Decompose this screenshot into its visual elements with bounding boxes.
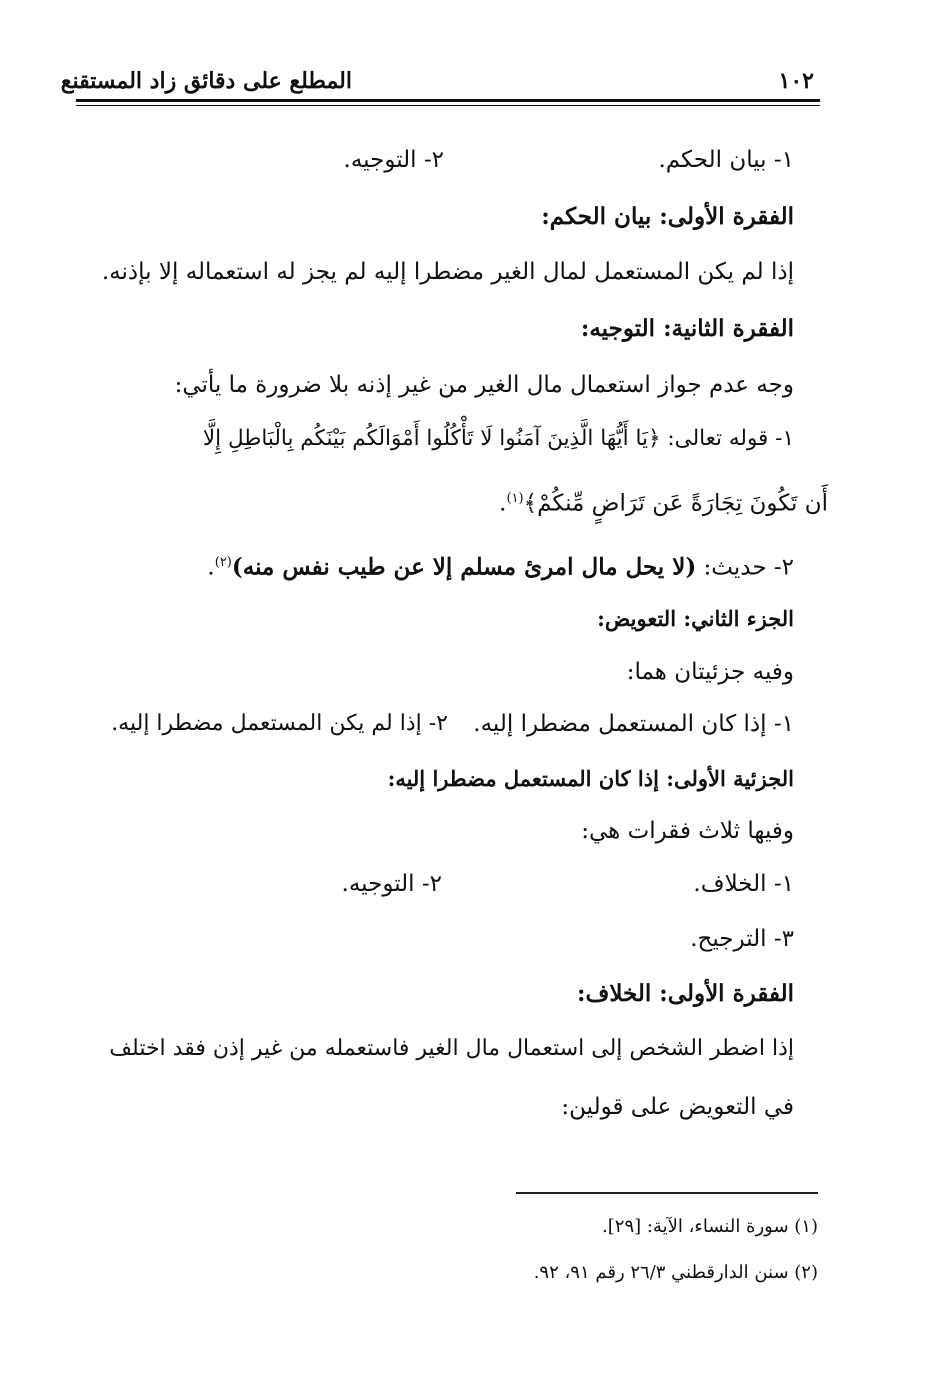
footnote-ref-2: (٢): [214, 555, 232, 570]
section-heading-3: الجزء الثاني: التعويض:: [597, 606, 794, 631]
list-item-4: ٢- إذا لم يكن المستعمل مضطرا إليه.: [111, 711, 448, 736]
header-rule-thin: [76, 105, 820, 106]
hadith-period: .: [207, 554, 215, 581]
section-heading-5: الفقرة الأولى: الخلاف:: [576, 980, 794, 1007]
footnote-2: (٢) سنن الدارقطني ٢٦/٣ رقم ٩١، ٩٢.: [533, 1262, 818, 1283]
paragraph-1: إذا لم يكن المستعمل لمال الغير مضطرا إليه لم يجز له استعماله إلا بإذنه.: [101, 259, 794, 285]
page-number: ١٠٢: [778, 68, 814, 94]
footnote-ref-1: (١): [506, 491, 524, 506]
section-heading-1: الفقرة الأولى: بيان الحكم:: [541, 203, 794, 230]
paragraph-10: إذا اضطر الشخص إلى استعمال مال الغير فاستعمله من غير إذن فقد اختلف: [109, 1036, 794, 1061]
list-item-5: ١- الخلاف.: [693, 871, 794, 897]
hadith-line: [207, 546, 794, 585]
quran-verse-text: أَن تَكُونَ تِجَارَةً عَن تَرَاضٍ مِّنكُمْ﴾: [523, 490, 828, 517]
list-item-1: ١- بيان الحكم.: [658, 147, 794, 173]
paragraph-2: وجه عدم جواز استعمال مال الغير من غير إذنه بلا ضرورة ما يأتي:: [174, 372, 794, 398]
list-item-3: ١- إذا كان المستعمل مضطرا إليه.: [473, 711, 794, 737]
quran-verse-line-2: [499, 482, 828, 521]
list-item-6: ٢- التوجيه.: [341, 871, 442, 897]
paragraph-5: وفيه جزئيتان هما:: [626, 659, 794, 685]
paragraph-7: وفيها ثلاث فقرات هي:: [581, 818, 794, 844]
paragraph-11: في التعويض على قولين:: [561, 1094, 794, 1120]
quran-verse-line-1: ١- قوله تعالى: ﴿يَا أَيُّهَا الَّذِينَ آمَنُوا لَا تَأْكُلُوا أَمْوَالَكُم بَيْنَكُم بِالْبَاطِلِ إِلَّا: [202, 426, 794, 451]
hadith-prefix: ٢- حديث:: [696, 554, 794, 581]
section-heading-2: الفقرة الثانية: التوجيه:: [580, 315, 794, 342]
footnote-separator: [516, 1192, 818, 1194]
list-item-2: ٢- التوجيه.: [343, 147, 444, 173]
hadith-text: (لا يحل مال امرئ مسلم إلا عن طيب نفس منه): [231, 553, 697, 581]
footnote-1: (١) سورة النساء، الآية: [٢٩].: [602, 1216, 818, 1237]
section-heading-4: الجزئية الأولى: إذا كان المستعمل مضطرا إليه:: [387, 766, 794, 791]
list-item-7: ٣- الترجيح.: [690, 926, 794, 952]
running-header-title: المطلع على دقائق زاد المستقنع: [60, 68, 352, 94]
verse-period: .: [499, 490, 507, 517]
header-rule-thick: [76, 99, 820, 102]
